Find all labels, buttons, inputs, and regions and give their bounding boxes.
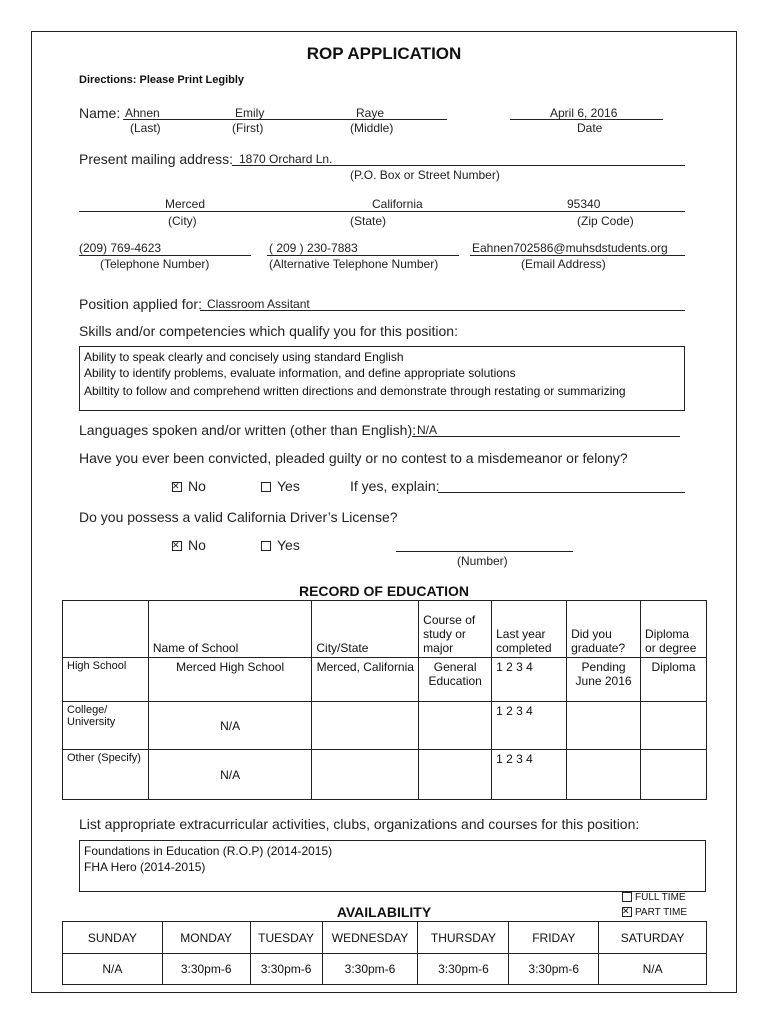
education-header: Course of study or major bbox=[419, 601, 492, 658]
checkbox-icon[interactable] bbox=[261, 482, 271, 492]
position-value[interactable]: Classroom Assitant bbox=[207, 297, 310, 311]
form-title: ROP APPLICATION bbox=[306, 44, 462, 63]
skills-line-3: Abiltity to follow and comprehend written directions and demonstrate through restating or summarizing bbox=[84, 384, 626, 398]
time-cell[interactable]: 3:30pm-6 bbox=[250, 954, 322, 985]
activities-line-2: FHA Hero (2014-2015) bbox=[84, 860, 206, 874]
time-cell[interactable]: N/A bbox=[63, 954, 163, 985]
last-name-value[interactable]: Ahnen bbox=[125, 106, 160, 120]
city-value[interactable]: Merced bbox=[165, 197, 206, 211]
last-caption: (Last) bbox=[130, 121, 161, 135]
alt-phone-caption: (Alternative Telephone Number) bbox=[269, 257, 439, 271]
street-caption: (P.O. Box or Street Number) bbox=[350, 168, 500, 182]
middle-caption: (Middle) bbox=[350, 121, 394, 135]
table-row bbox=[63, 750, 707, 800]
license-question: Do you possess a valid California Driver’s License? bbox=[79, 509, 398, 525]
position-label: Position applied for: bbox=[79, 296, 202, 312]
alt-phone-line bbox=[267, 255, 459, 256]
checkbox-icon[interactable] bbox=[261, 541, 271, 551]
name-line bbox=[123, 119, 447, 120]
skills-line-2: Ability to identify problems, evaluate information, and define appropriate solutions bbox=[84, 366, 516, 380]
school-cell[interactable]: N/A bbox=[148, 702, 312, 750]
email-line bbox=[470, 255, 685, 256]
middle-name-value[interactable]: Raye bbox=[356, 106, 385, 120]
time-cell[interactable]: 3:30pm-6 bbox=[322, 954, 418, 985]
row-label: High School bbox=[63, 658, 149, 702]
city-caption: (City) bbox=[168, 214, 197, 228]
explain-line[interactable] bbox=[438, 492, 685, 493]
education-header: Diploma or degree bbox=[641, 601, 707, 658]
years-cell[interactable]: 1 2 3 4 bbox=[492, 750, 567, 800]
license-number-line[interactable] bbox=[396, 551, 573, 552]
graduated-cell[interactable] bbox=[567, 702, 641, 750]
conviction-no-label: No bbox=[188, 478, 206, 494]
day-header: SUNDAY bbox=[63, 922, 163, 954]
zip-value[interactable]: 95340 bbox=[567, 197, 601, 211]
license-no-option[interactable] bbox=[172, 537, 206, 553]
time-cell[interactable]: 3:30pm-6 bbox=[418, 954, 509, 985]
education-header: Last year completed bbox=[492, 601, 567, 658]
name-label: Name: bbox=[79, 105, 121, 121]
activities-line-1: Foundations in Education (R.O.P) (2014-2015) bbox=[84, 844, 333, 858]
time-cell[interactable]: 3:30pm-6 bbox=[509, 954, 599, 985]
day-header: FRIDAY bbox=[509, 922, 599, 954]
part-time-label: PART TIME bbox=[635, 907, 688, 918]
city-cell[interactable] bbox=[312, 702, 419, 750]
availability-day-row bbox=[63, 922, 707, 954]
education-header: Did you graduate? bbox=[567, 601, 641, 658]
license-no-label: No bbox=[188, 537, 206, 553]
first-caption: (First) bbox=[232, 121, 264, 135]
years-cell[interactable]: 1 2 3 4 bbox=[492, 658, 567, 702]
conviction-no-option[interactable] bbox=[172, 478, 206, 494]
availability-title: AVAILABILITY bbox=[336, 904, 432, 920]
email-value[interactable]: Eahnen702586@muhsdstudents.org bbox=[472, 241, 668, 255]
languages-line bbox=[412, 436, 680, 437]
date-caption: Date bbox=[577, 121, 603, 135]
license-yes-label: Yes bbox=[277, 537, 300, 553]
diploma-cell[interactable] bbox=[641, 750, 707, 800]
time-cell[interactable]: N/A bbox=[599, 954, 707, 985]
zip-caption: (Zip Code) bbox=[577, 214, 634, 228]
conviction-yes-option[interactable] bbox=[261, 478, 300, 494]
city-cell[interactable] bbox=[312, 750, 419, 800]
phone-caption: (Telephone Number) bbox=[100, 257, 210, 271]
checked-box-icon[interactable] bbox=[622, 907, 632, 917]
license-number-caption: (Number) bbox=[457, 554, 508, 568]
street-value[interactable]: 1870 Orchard Ln. bbox=[239, 152, 333, 166]
activities-box[interactable] bbox=[79, 840, 706, 892]
education-table bbox=[62, 600, 707, 800]
full-time-label: FULL TIME bbox=[635, 892, 686, 903]
city-cell[interactable]: Merced, California bbox=[312, 658, 419, 702]
full-time-option[interactable] bbox=[622, 892, 686, 903]
day-header: THURSDAY bbox=[418, 922, 509, 954]
row-label: College/ University bbox=[63, 702, 149, 750]
school-cell[interactable]: Merced High School bbox=[148, 658, 312, 702]
availability-table bbox=[62, 921, 707, 985]
availability-time-row bbox=[63, 954, 707, 985]
skills-box[interactable] bbox=[79, 346, 685, 411]
course-cell[interactable]: General Education bbox=[419, 658, 492, 702]
education-header: Name of School bbox=[148, 601, 312, 658]
first-name-value[interactable]: Emily bbox=[235, 106, 265, 120]
date-value[interactable]: April 6, 2016 bbox=[550, 106, 618, 120]
phone-value[interactable]: (209) 769-4623 bbox=[79, 241, 162, 255]
languages-value[interactable]: N/A bbox=[417, 423, 438, 437]
time-cell[interactable]: 3:30pm-6 bbox=[162, 954, 250, 985]
activities-label: List appropriate extracurricular activities, clubs, organizations and courses for this position: bbox=[79, 816, 640, 832]
diploma-cell[interactable] bbox=[641, 702, 707, 750]
education-header bbox=[63, 601, 149, 658]
languages-label: Languages spoken and/or written (other than English): bbox=[79, 422, 416, 438]
graduated-cell[interactable] bbox=[567, 750, 641, 800]
education-header: City/State bbox=[312, 601, 419, 658]
skills-label: Skills and/or competencies which qualify you for this position: bbox=[79, 323, 458, 339]
part-time-option[interactable] bbox=[622, 907, 687, 918]
day-header: TUESDAY bbox=[250, 922, 322, 954]
directions: Directions: Please Print Legibly bbox=[79, 74, 245, 86]
table-row bbox=[63, 702, 707, 750]
day-header: WEDNESDAY bbox=[322, 922, 418, 954]
address-label: Present mailing address: bbox=[79, 151, 234, 167]
education-title: RECORD OF EDUCATION bbox=[298, 583, 470, 599]
state-caption: (State) bbox=[350, 214, 387, 228]
checked-box-icon[interactable] bbox=[172, 482, 182, 492]
city-state-zip-line bbox=[79, 211, 685, 212]
email-caption: (Email Address) bbox=[521, 257, 606, 271]
graduated-cell[interactable]: Pending June 2016 bbox=[567, 658, 641, 702]
skills-line-1: Ability to speak clearly and concisely using standard English bbox=[84, 350, 404, 364]
explain-label: If yes, explain: bbox=[350, 478, 440, 494]
phone-line bbox=[79, 255, 251, 256]
conviction-yes-label: Yes bbox=[277, 478, 300, 494]
checked-box-icon[interactable] bbox=[172, 541, 182, 551]
conviction-question: Have you ever been convicted, pleaded guilty or no contest to a misdemeanor or felony? bbox=[79, 450, 628, 466]
license-yes-option[interactable] bbox=[261, 537, 300, 553]
course-cell[interactable] bbox=[419, 750, 492, 800]
day-header: MONDAY bbox=[162, 922, 250, 954]
state-value[interactable]: California bbox=[372, 197, 423, 211]
row-label: Other (Specify) bbox=[63, 750, 149, 800]
school-cell[interactable]: N/A bbox=[148, 750, 312, 800]
course-cell[interactable] bbox=[419, 702, 492, 750]
alt-phone-value[interactable]: ( 209 ) 230-7883 bbox=[269, 241, 358, 255]
education-header-row bbox=[63, 601, 707, 658]
checkbox-icon[interactable] bbox=[622, 892, 632, 902]
day-header: SATURDAY bbox=[599, 922, 707, 954]
table-row bbox=[63, 658, 707, 702]
diploma-cell[interactable]: Diploma bbox=[641, 658, 707, 702]
years-cell[interactable]: 1 2 3 4 bbox=[492, 702, 567, 750]
